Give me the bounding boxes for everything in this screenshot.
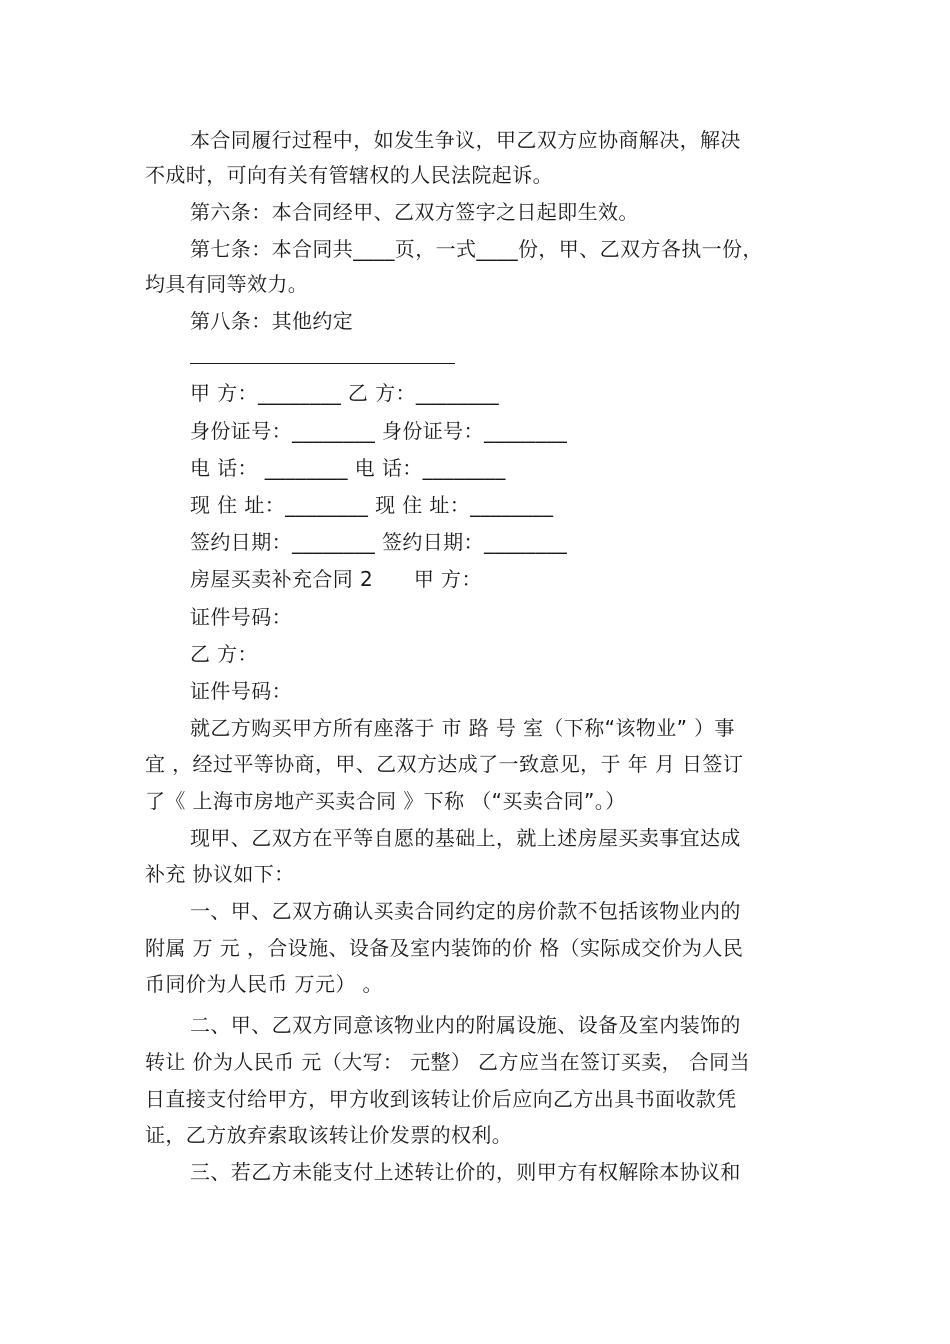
phone-line: 电 话： ________ 电 话：________ [190, 456, 506, 480]
article-seven: 第七条：本合同共____页，一式____份，甲、乙双方各执一份， [190, 237, 763, 261]
clause-three: 三、若乙方未能支付上述转让价的，则甲方有权解除本协议和 [190, 1160, 741, 1184]
clause-one: 一、甲、乙双方确认买卖合同约定的房价款不包括该物业内的 [190, 899, 741, 923]
paragraph-line: 日直接支付给甲方，甲方收到该转让价后应向乙方出具书面收款凭 [145, 1087, 737, 1111]
paragraph-line: 补充 协议如下： [145, 862, 295, 886]
paragraph-line: 就乙方购买甲方所有座落于 市 路 号 室（下称“该物业” ）事 [190, 716, 735, 740]
paragraph-line: 币同价为人民币 万元） 。 [145, 972, 383, 996]
paragraph-line: 了《 上海市房地产买卖合同 》下称 （“买卖合同”。） [145, 789, 626, 813]
paragraph-line: 现甲、乙双方在平等自愿的基础上，就上述房屋买卖事宜达成 [190, 826, 741, 850]
party-a-id-line: 证件号码： [190, 605, 292, 629]
blank-line [190, 363, 455, 364]
paragraph-line: 均具有同等效力。 [145, 272, 309, 296]
paragraph-line: 转让 价为人民币 元（大写： 元整） 乙方应当在签订买卖， 合同当 [145, 1050, 750, 1074]
sign-date-line: 签约日期：________ 签约日期：________ [190, 530, 568, 554]
id-number-line: 身份证号：________ 身份证号：________ [190, 419, 568, 443]
paragraph-line: 本合同履行过程中，如发生争议，甲乙双方应协商解决，解决 [190, 128, 741, 152]
paragraph-line: 不成时，可向有关有管辖权的人民法院起诉。 [145, 163, 553, 187]
paragraph-line: 附属 万 元 ，合设施、设备及室内装饰的价 格（实际成交价为人民 [145, 936, 744, 960]
address-line: 现 住 址：________ 现 住 址：________ [190, 493, 554, 517]
clause-two: 二、甲、乙双方同意该物业内的附属设施、设备及室内装饰的 [190, 1013, 741, 1037]
article-eight: 第八条：其他约定 [190, 309, 354, 333]
party-b-id-line: 证件号码： [190, 679, 292, 703]
article-six: 第六条：本合同经甲、乙双方签字之日起即生效。 [190, 200, 639, 224]
contract-title-line: 房屋买卖补充合同 2 甲 方： [190, 567, 482, 591]
party-line: 甲 方：________ 乙 方：________ [190, 381, 500, 405]
paragraph-line: 证，乙方放弃索取该转让价发票的权利。 [145, 1123, 513, 1147]
paragraph-line: 宜 ，经过平等协商，甲、乙双方达成了一致意见，于 年 月 日签订 [145, 752, 744, 776]
party-b-line: 乙 方： [190, 642, 258, 666]
